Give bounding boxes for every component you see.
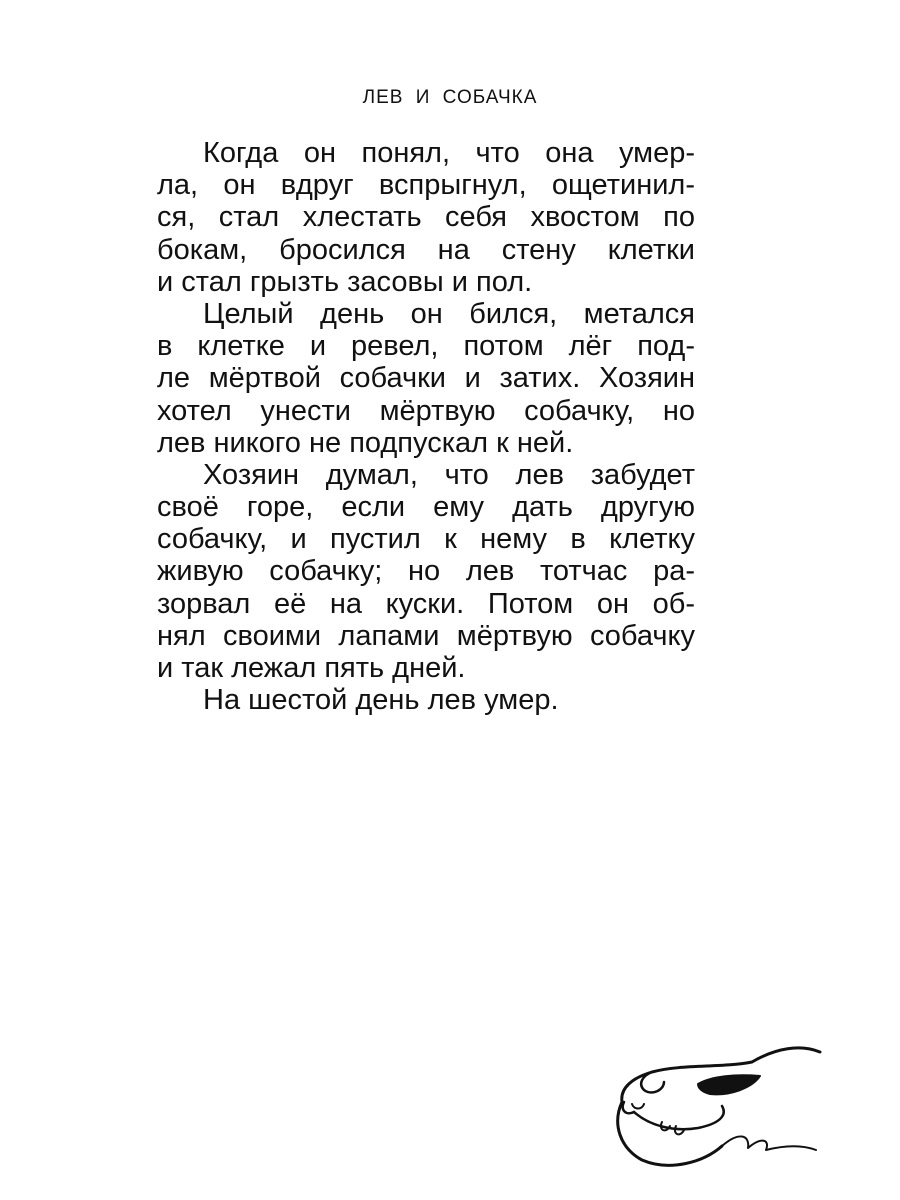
text-line: и стал грызть засовы и пол.: [157, 265, 533, 298]
running-head: ЛЕВ И СОБАЧКА: [362, 87, 538, 108]
text-line: Хозяин думал, что лев забудет: [203, 458, 695, 491]
text-line: Когда он понял, что она умер-: [203, 137, 695, 169]
text-line: ла, он вдруг вспрыгнул, ощетинил-: [157, 169, 695, 202]
text-line: На шестой день лев умер.: [203, 684, 559, 717]
text-line: ле мёртвой собачки и затих. Хозяин: [157, 362, 695, 395]
text-line: в клетке и ревел, потом лёг под-: [157, 330, 695, 363]
text-line: и так лежал пять дней.: [157, 652, 466, 684]
text-line: своё горе, если ему дать другую: [157, 491, 695, 524]
text-line: Целый день он бился, метался: [203, 297, 695, 330]
text-line: лев никого не подпускал к ней.: [157, 426, 574, 459]
story-text: [157, 137, 695, 716]
text-line: живую собачку; но лев тотчас ра-: [157, 555, 695, 588]
text-line: нял своими лапами мёртвую собачку: [157, 619, 695, 652]
text-line: ся, стал хлестать себя хвостом по: [157, 201, 695, 234]
text-line: хотел унести мёртвую собачку, но: [157, 394, 695, 427]
text-line: собачку, и пустил к нему в клетку: [157, 523, 695, 556]
text-line: зорвал её на куски. Потом он об-: [157, 587, 695, 620]
text-line: бокам, бросился на стену клетки: [157, 233, 695, 266]
lion-paw-ornament-icon: [612, 1040, 834, 1175]
